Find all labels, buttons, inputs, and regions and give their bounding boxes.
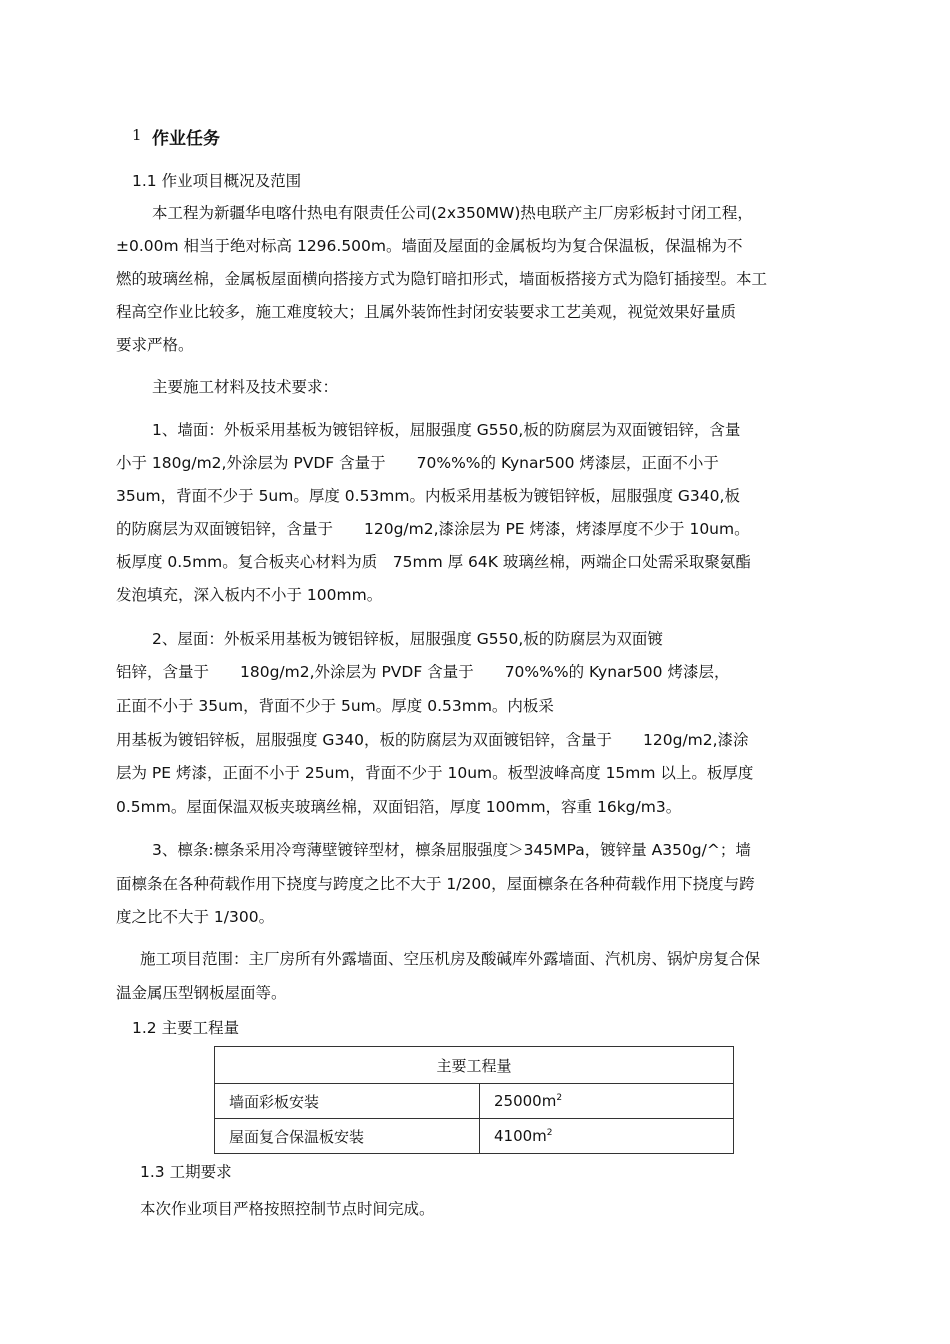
roof-line-5: 层为 PE 烤漆，正面不小于 25um，背面不少于 10um。板型波峰高度 15mm 以上。板厚度 (116, 764, 754, 782)
roof-line-3: 正面不小于 35um，背面不少于 5um。厚度 0.53mm。内板采 (116, 697, 554, 715)
purlin-line-1: 3、檩条:檩条采用冷弯薄壁镀锌型材，檩条屈服强度＞345MPa，镀锌量 A350g/^；墙 (152, 841, 751, 859)
overview-line-4: 程高空作业比较多，施工难度较大；且属外装饰性封闭安装要求工艺美观，视觉效果好量质 (116, 303, 737, 321)
table-cell-qty (480, 1084, 734, 1119)
subsection-1-3-title: 1.3 工期要求 (140, 1163, 232, 1181)
table-cell-qty (480, 1119, 734, 1154)
scope-line-2: 温金属压型钢板屋面等。 (116, 984, 287, 1002)
roof-line-1: 2、屋面：外板采用基板为镀铝锌板，屈服强度 G550,板的防腐层为双面镀 (152, 630, 663, 648)
table-header: 主要工程量 (215, 1047, 734, 1084)
table-cell-item: 屋面复合保温板安装 (215, 1119, 480, 1154)
subsection-1-1-title: 1.1 作业项目概况及范围 (132, 172, 302, 190)
section-number: 1 (132, 126, 142, 144)
roof-line-4: 用基板为镀铝锌板，屈服强度 G340，板的防腐层为双面镀铝锌，含量于 120g/m2,漆涂 (116, 731, 749, 749)
wall-line-3: 35um，背面不少于 5um。厚度 0.53mm。内板采用基板为镀铝锌板，屈服强度 G340,板 (116, 487, 740, 505)
qty-unit-superscript: 2 (546, 1128, 553, 1138)
qty-value: 4100m (494, 1127, 547, 1145)
scope-line-1: 施工项目范围：主厂房所有外露墙面、空压机房及酸碱库外露墙面、汽机房、锅炉房复合保 (140, 950, 761, 968)
table-header-row (215, 1047, 734, 1084)
wall-line-2: 小于 180g/m2,外涂层为 PVDF 含量于 70%%%的 Kynar500 烤漆层，正面不小于 (116, 454, 719, 472)
purlin-line-2: 面檩条在各种荷载作用下挠度与跨度之比不大于 1/200，屋面檩条在各种荷载作用下挠度与跨 (116, 875, 755, 893)
qty-value: 25000m (494, 1092, 557, 1110)
wall-line-1: 1、墙面：外板采用基板为镀铝锌板，屈服强度 G550,板的防腐层为双面镀铝锌，含量 (152, 421, 741, 439)
wall-line-5: 板厚度 0.5mm。复合板夹心材料为质 75mm 厚 64K 玻璃丝棉，两端企口处需采取聚氨酯 (116, 553, 751, 571)
section-title: 作业任务 (152, 129, 220, 149)
table-cell-item: 墙面彩板安装 (215, 1084, 480, 1119)
subsection-1-2-title: 1.2 主要工程量 (132, 1019, 240, 1037)
table-row (215, 1084, 734, 1119)
overview-line-1: 本工程为新疆华电喀什热电有限责任公司(2x350MW)热电联产主厂房彩板封寸闭工程， (152, 204, 753, 222)
purlin-line-3: 度之比不大于 1/300。 (116, 908, 275, 926)
overview-line-2: ±0.00m 相当于绝对标高 1296.500m。墙面及屋面的金属板均为复合保温板，保温棉为不 (116, 237, 743, 255)
overview-line-3: 燃的玻璃丝棉，金属板屋面横向搭接方式为隐钉暗扣形式，墙面板搭接方式为隐钉插接型。本工 (116, 270, 768, 288)
quantities-table (214, 1046, 734, 1154)
schedule-text: 本次作业项目严格按照控制节点时间完成。 (140, 1200, 435, 1218)
wall-line-4: 的防腐层为双面镀铝锌，含量于 120g/m2,漆涂层为 PE 烤漆，烤漆厚度不少于 10um。 (116, 520, 750, 538)
wall-line-6: 发泡填充，深入板内不小于 100mm。 (116, 586, 383, 604)
qty-unit-superscript: 2 (556, 1093, 563, 1103)
roof-line-2: 铝锌，含量于 180g/m2,外涂层为 PVDF 含量于 70%%%的 Kynar500 烤漆层， (116, 663, 730, 681)
overview-line-5: 要求严格。 (116, 336, 194, 354)
roof-line-6: 0.5mm。屋面保温双板夹玻璃丝棉，双面铝箔，厚度 100mm，容重 16kg/m3。 (116, 798, 682, 816)
materials-intro: 主要施工材料及技术要求： (152, 378, 339, 396)
table-row (215, 1119, 734, 1154)
